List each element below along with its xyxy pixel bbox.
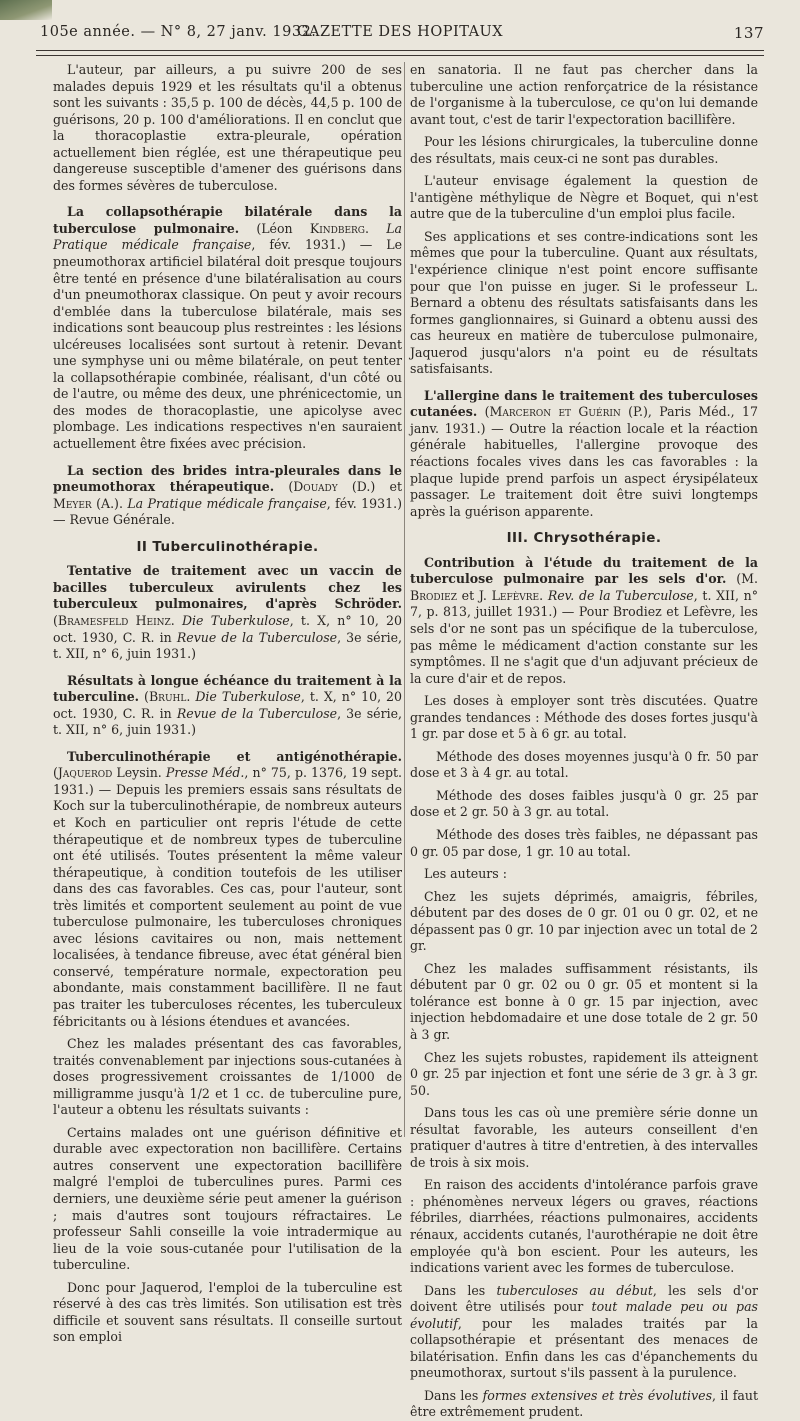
journal-name: Presse Méd.	[165, 765, 245, 781]
emphasis: formes extensives et très évolutives	[482, 1387, 713, 1403]
section-heading: III. Chrysothérapie.	[506, 530, 662, 547]
paragraph: L'auteur, par ailleurs, a pu suivre 200 de ses malades depuis 1929 et les résultats qu'il a obtenus sont les suivants : 35,5 p. 100 de décès, 44,5 p. 100 de guérisons, 20 p. 100 d'améliorations. Il en conclut que la thoracoplastie extra-pleurale, opération actuellement bien réglée, est une thérapeutique peu dangereuse susceptible d'amener des guérisons dans des formes sévères de tuberculose.	[53, 62, 402, 193]
paragraph	[410, 1388, 758, 1421]
article-resultats	[53, 673, 402, 739]
paragraph: Méthode des doses moyennes jusqu'à 0 fr. 50 par dose et 3 à 4 gr. au total.	[410, 748, 758, 781]
journal-title: GAZETTE DES HOPITAUX	[296, 24, 504, 40]
reference-text: (	[274, 479, 294, 495]
author: Marceron et Guérin	[489, 404, 621, 420]
paragraph	[410, 1283, 758, 1382]
reference-text: (A.).	[91, 495, 128, 511]
article-title: Résultats à longue échéance du traitement à la tuberculine.	[53, 672, 402, 705]
article-title: La collapsothérapie bilatérale dans la tuberculose pulmonaire.	[53, 204, 402, 236]
reference-text: , t. XII, n° 7, p. 813, juillet 1931.)	[410, 587, 759, 620]
reference-text: , 3e série, t. XII, n° 6, juin 1931.)	[53, 705, 402, 738]
reference-text: , t. X, n° 10, 20 oct. 1930, C. R. in	[53, 612, 402, 645]
reference-text: (D.) et	[337, 479, 402, 495]
reference-text: (Léon	[256, 220, 310, 236]
page-corner-fold	[0, 0, 52, 20]
paragraph: en sanatoria. Il ne faut pas chercher dans la tuberculine une action renforçatrice de la résistance de l'organisme à la tuberculose, ce qu'on lui demande avant tout, c'est de tarir l'expectoration bacillifère.	[410, 62, 758, 127]
paragraph: Dans tous les cas où une première série donne un résultat favorable, les auteurs conseillent d'en pratiquer d'autres à titre d'entretien, à des intervalles de trois à six mois.	[410, 1105, 758, 1170]
reference-text: (P.), Paris Méd., 17 janv. 1931.)	[410, 404, 758, 436]
article-sels-or	[410, 555, 758, 687]
paragraph-text: Dans les	[424, 1387, 483, 1403]
reference-text: , n° 75, p. 1376, 19 sept. 1931.)	[53, 765, 403, 797]
reference-text: (M.	[726, 571, 759, 587]
article-collapsotherapie	[53, 204, 402, 452]
reference-text: , t. X, n° 10, 20 oct. 1930, C. R. in	[53, 689, 403, 721]
paragraph: Pour les lésions chirurgicales, la tuberculine donne des résultats, mais ceux-ci ne sont pas durables.	[410, 134, 758, 166]
journal-name: La Pratique médicale française	[127, 495, 327, 511]
paragraph-text: Dans les	[424, 1282, 497, 1298]
article-title: Contribution à l'étude du traitement de la tuberculose pulmonaire par les sels d'or.	[410, 554, 758, 587]
journal-name: La Pratique médicale française	[53, 220, 403, 253]
article-title: La section des brides intra-pleurales dans le pneumothorax thérapeutique.	[53, 462, 402, 495]
column-rule	[404, 62, 405, 1137]
reference-text: et J.	[456, 587, 492, 603]
journal-name: Revue de la Tuberculose	[176, 629, 338, 645]
journal-name: Rev. de la Tuberculose	[547, 587, 694, 603]
journal-name: Die Tuberkulose	[195, 689, 301, 705]
reference-text: .	[539, 587, 548, 603]
issue-line: 105e année. — N° 8, 27 janv. 1932.	[40, 24, 317, 40]
article-body: — Outre la réaction locale et la réaction générale habituelles, l'allergine provoque des réactions focales vives dans les cas favorables : la plaque lupide prend parfois un aspect érysipélateux passager. Le traitement doit être suivi longtemps après la guérison apparente.	[410, 420, 759, 519]
article-brides	[53, 463, 402, 529]
paragraph: Les doses à employer sont très discutées. Quatre grandes tendances : Méthode des doses fortes jusqu'à 1 gr. par dose et 5 à 6 gr. au total.	[410, 693, 758, 742]
author: Bramesfeld Heinz	[57, 612, 171, 628]
article-title: Tentative de traitement avec un vaccin de bacilles tuberculeux avirulents chez les tuberculeux pulmonaires, d'après Schröder.	[53, 563, 402, 612]
paragraph-text: , pour les malades traités par la collapsothérapie et présentant des menaces de bilatérisation. Enfin dans les cas d'épanchements du pneumothorax, surtout s'ils passent à la purulence.	[410, 1315, 758, 1381]
author: Jaquerod	[57, 765, 113, 781]
paragraph: Chez les sujets déprimés, amaigris, fébriles, débutent par des doses de 0 gr. 01 ou 0 gr. 02, et ne dépassent pas 0 gr. 10 par injection avec un total de 2 gr.	[410, 888, 758, 954]
article-vaccin	[53, 563, 402, 662]
reference-text: (	[53, 765, 58, 781]
reference-text: .	[365, 220, 387, 236]
author: Meyer	[53, 495, 92, 511]
section-heading: II Tuberculinothérapie.	[136, 538, 319, 555]
author: Douady	[293, 479, 338, 495]
header-rule	[36, 50, 764, 56]
author: Kindberg	[309, 220, 365, 236]
paragraph: En raison des accidents d'intolérance parfois grave : phénomènes nerveux légers ou graves, réactions fébriles, diarrhées, réactions pulmonaires, accidents rénaux, accidents cutanés, l'aurothérapie ne doit être employée qu'à bon escient. Pour les auteurs, les indications varient avec les formes de tuberculose.	[410, 1177, 758, 1276]
emphasis: tuberculoses au début	[496, 1282, 653, 1298]
article-antigenotherapie	[53, 749, 402, 1030]
reference-text: , fév. 1931.) — Revue Générale.	[53, 495, 402, 528]
article-body: — Le pneumothorax artificiel bilatéral doit presque toujours être tenté en présence d'une bilatéralisation au cours d'un pneumothorax classique. On peut y avoir recours d'emblée dans la tuberculose bilatérale, mais ses indications sont beaucoup plus restreintes : les lésions ulcéreuses localisées sont surtout à retenir. Devant une symphyse uni ou même bilatérale, on peut tenter la collapsothérapie combinée, réalisant, d'un côté ou de l'autre, ou même des deux, une phrénicectomie, un des modes de thoracoplastie, une apicolyse avec plombage. Les indications respectives n'en sauraient actuellement être fixées avec précision.	[53, 237, 403, 452]
paragraph: Méthode des doses très faibles, ne dépassant pas 0 gr. 05 par dose, 1 gr. 10 au total.	[410, 826, 758, 859]
journal-name: Revue de la Tuberculose	[176, 705, 338, 721]
page-number: 137	[733, 24, 764, 42]
paragraph: Ses applications et ses contre-indications sont les mêmes que pour la tuberculine. Quant aux résultats, l'expérience clinique n'est point encore suffisante pour que l'on puisse en juger. Si le professeur L. Bernard a obtenu des résultats satisfaisants dans les formes ganglionnaires, si Guinard a obtenu aussi des cas heureux en matière de tuberculose pulmonaire, Jaquerod jusqu'alors n'a point eu de résultats satisfaisants.	[410, 228, 758, 377]
author: Brodiez	[410, 587, 457, 603]
reference-text: .	[170, 612, 182, 628]
running-header	[36, 20, 764, 48]
paragraph-text: , il faut être extrêmement prudent.	[410, 1387, 758, 1420]
paragraph: Méthode des doses faibles jusqu'à 0 gr. 25 par dose et 2 gr. 50 à 3 gr. au total.	[410, 787, 758, 820]
article-title: Tuberculinothérapie et antigénothérapie.	[67, 748, 402, 764]
article-title: L'allergine dans le traitement des tuberculoses cutanées.	[410, 387, 758, 420]
author: Bruhl	[148, 689, 187, 705]
paragraph: Les auteurs :	[424, 866, 507, 882]
reference-text: (	[53, 612, 58, 628]
article-allergine	[410, 388, 758, 520]
author: Lefèvre	[491, 587, 540, 603]
reference-text: , fév. 1931.)	[251, 237, 346, 253]
left-column	[53, 62, 403, 1345]
reference-text: Leysin.	[112, 765, 166, 781]
article-body: — Pour Brodiez et Lefèvre, les sels d'or ne sont pas un spécifique de la tuberculose, pas même le médicament d'action constante sur les symptômes. Il ne s'agit que d'un adjuvant précieux de la cure d'air et de repos.	[410, 604, 758, 686]
reference-text: .	[186, 689, 196, 705]
right-column	[410, 62, 759, 1420]
article-body: — Depuis les premiers essais sans résultats de Koch sur la tuberculinothérapie, de nombreux auteurs et Koch en particulier ont repris l'étude de cette thérapeutique et de nombreux types de tuberculine ont été utilisés. Toutes présentent la même valeur thérapeutique, à condition toutefois de les utiliser dans des cas favorables. Ces cas, pour l'auteur, sont très limités et comportent seulement au point de vue tuberculose pulmonaire, les tuberculoses chroniques avec lésions cavitaires ou non, mais nettement localisées, à tendance fibreuse, avec état général bien conservé, température normale, expectoration peu abondante, mais constamment bacillifère. Il ne faut pas traiter les tuberculoses récentes, les tuberculeux fébricitants ou à lésions étendues et avancées.	[53, 781, 402, 1029]
emphasis: tout malade peu ou pas évolutif	[410, 1299, 758, 1331]
paragraph: Donc pour Jaquerod, l'emploi de la tuberculine est réservé à des cas très limités. Son utilisation est très difficile et souvent sans résultats. Il conseille surtout son emploi	[53, 1279, 402, 1345]
reference-text: (	[477, 404, 490, 420]
reference-text: (	[139, 689, 149, 705]
paragraph: Chez les malades présentant des cas favorables, traités convenablement par injections sous-cutanées à doses progressivement croissantes de 1/1000 de milligramme jusqu'à 1/2 et 1 cc. de tuberculine pure, l'auteur a obtenu les résultats suivants :	[53, 1036, 402, 1118]
paragraph: Chez les malades suffisamment résistants, ils débutent par 0 gr. 02 ou 0 gr. 05 et montent si la tolérance est bonne à 0 gr. 15 par injection, avec injection hebdomadaire et une dose totale de 2 gr. 50 à 3 gr.	[410, 960, 758, 1042]
reference-text: , 3e série, t. XII, n° 6, juin 1931.)	[53, 629, 402, 662]
paragraph-text: , les sels d'or doivent être utilisés pour	[410, 1282, 758, 1315]
paragraph: L'auteur envisage également la question de l'antigène méthylique de Nègre et Boquet, qui n'est autre que de la tuberculine d'un emploi plus facile.	[410, 173, 758, 222]
journal-name: Die Tuberkulose	[181, 612, 290, 628]
paragraph: Certains malades ont une guérison définitive et durable avec expectoration non bacillifère. Certains autres conservent une expectoration bacillifère malgré l'emploi de tuberculines pures. Parmi ces derniers, une deuxième série peut amener la guérison ; mais d'autres sont toujours réfractaires. Le professeur Sahli conseille la voie intradermique au lieu de la voie sous-cutanée pour l'utilisation de la tuberculine.	[53, 1124, 402, 1273]
paragraph: Chez les sujets robustes, rapidement ils atteignent 0 gr. 25 par injection et font une série de 3 gr. à 3 gr. 50.	[410, 1049, 758, 1098]
